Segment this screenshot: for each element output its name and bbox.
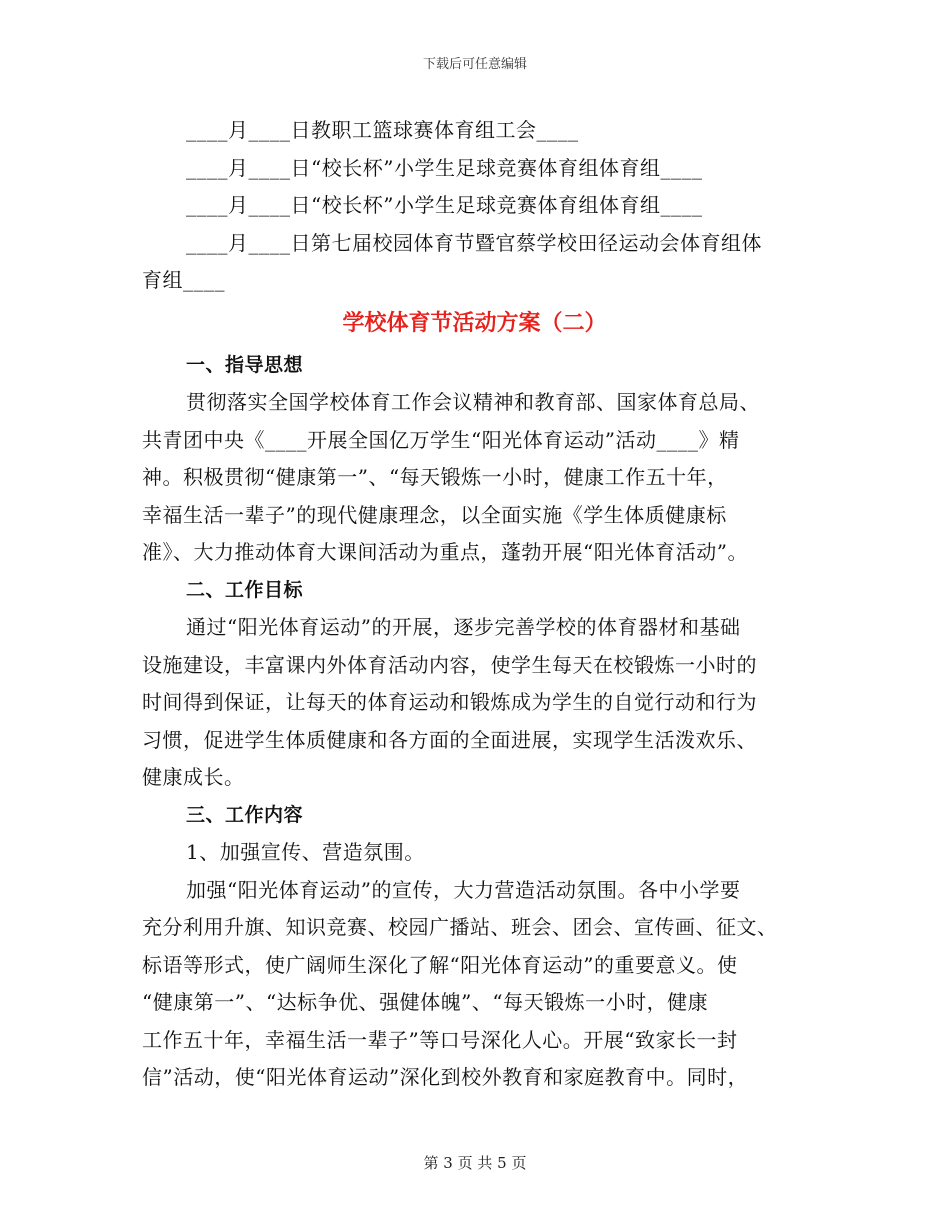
paragraph-line: 设施建设，丰富课内外体育活动内容，使学生每天在校锻炼一小时的 bbox=[142, 652, 757, 677]
paragraph-line: 通过“阳光体育运动”的开展，逐步完善学校的体育器材和基础 bbox=[186, 615, 741, 639]
paragraph-line: 习惯，促进学生体质健康和各方面的全面进展，实现学生活泼欢乐、 bbox=[142, 727, 757, 752]
paragraph-line: 时间得到保证，让每天的体育运动和锻炼成为学生的自觉行动和行为 bbox=[142, 690, 757, 714]
paragraph-line: 健康成长。 bbox=[142, 765, 245, 789]
paragraph-line: 标语等形式，使广阔师生深化了解“阳光体育运动”的重要意义。使 bbox=[142, 952, 738, 977]
paragraph-line: 神。积极贯彻“健康第一”、“每天锻炼一小时，健康工作五十年， bbox=[142, 465, 728, 489]
paragraph-line: 共青团中央《____开展全国亿万学生“阳光体育运动”活动____》精 bbox=[142, 427, 740, 452]
paragraph-line: 充分利用升旗、知识竞赛、校园广播站、班会、团会、宣传画、征文、 bbox=[142, 915, 778, 939]
paragraph-line: 准》、大力推动体育大课间活动为重点，蓬勃开展“阳光体育活动”。 bbox=[142, 540, 748, 564]
paragraph-line: 信”活动，使“阳光体育运动”深化到校外教育和家庭教育中。同时， bbox=[142, 1065, 749, 1089]
paragraph-line: 加强“阳光体育运动”的宣传，大力营造活动氛围。各中小学要 bbox=[186, 877, 741, 902]
page-header-note: 下载后可任意编辑 bbox=[422, 57, 527, 72]
paragraph-line: 工作五十年，幸福生活一辈子”等口号深化人心。开展“致家长一封 bbox=[142, 1027, 738, 1052]
schedule-line: ____月____日“校长杯”小学生足球竞赛体育组体育组____ bbox=[186, 193, 703, 217]
paragraph-line: 贯彻落实全国学校体育工作会议精神和教育部、国家体育总局、 bbox=[186, 390, 760, 414]
subheading: 1、加强宣传、营造氛围。 bbox=[186, 840, 425, 864]
schedule-line: ____月____日“校长杯”小学生足球竞赛体育组体育组____ bbox=[186, 155, 703, 180]
section-heading-guiding-ideology: 一、指导思想 bbox=[186, 353, 304, 376]
document-title: 学校体育节活动方案（二） bbox=[342, 310, 607, 336]
page-footer-page-number: 第 3 页 共 5 页 bbox=[423, 1154, 527, 1172]
document-body bbox=[142, 112, 807, 1097]
schedule-line-continuation: 育组____ bbox=[142, 268, 225, 292]
section-heading-work-content: 三、工作内容 bbox=[186, 803, 304, 826]
schedule-line: ____月____日第七届校园体育节暨官蔡学校田径运动会体育组体 bbox=[186, 230, 762, 255]
section-heading-work-goals: 二、工作目标 bbox=[186, 578, 304, 601]
paragraph-line: “健康第一”、“达标争优、强健体魄”、“每天锻炼一小时，健康 bbox=[142, 990, 709, 1014]
paragraph-line: 幸福生活一辈子”的现代健康理念，以全面实施《学生体质健康标 bbox=[142, 502, 727, 527]
schedule-line: ____月____日教职工篮球赛体育组工会____ bbox=[186, 118, 579, 142]
